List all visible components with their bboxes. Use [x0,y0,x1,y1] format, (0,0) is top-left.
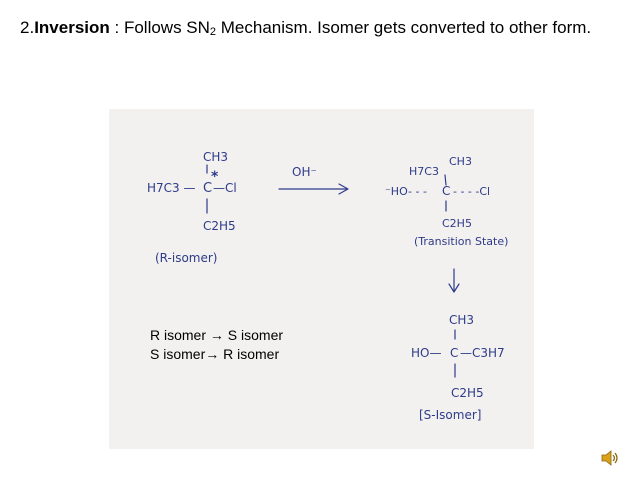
heading-text-before-sub: : Follows SN [109,18,210,37]
product-center: C [450,346,459,360]
product-label: [S-Isomer] [419,408,482,422]
handwritten-mechanism-photo [109,109,534,449]
product-bottom: C2H5 [451,386,484,400]
ts-top-left: H7C3 [409,165,439,178]
ts-label: (Transition State) [414,235,509,248]
product-right: —C3H7 [460,346,505,360]
product-left: HO— [411,346,442,360]
heading-number: 2. [20,18,35,37]
product-top: CH3 [449,313,475,327]
reagent-label: OH⁻ [292,165,317,179]
handwritten-mechanism-drawing [109,109,534,449]
ts-right: - - - -Cl [453,185,491,198]
caption-line-1: R isomer → S isomer [150,327,284,343]
heading-text-after-sub: Mechanism. Isomer gets converted to other form. [216,18,592,37]
reactant-center: C [203,181,213,196]
reactant-star: * [211,169,219,185]
reactant-bottom: C2H5 [203,219,236,233]
ts-left: ⁻HO- - - [385,185,427,198]
heading-subscript: 2 [209,26,217,38]
heading-term: Inversion [34,18,110,37]
slide-heading [20,17,630,39]
isomer-conversion-caption [150,326,283,364]
ts-bottom: C2H5 [442,217,472,230]
reactant-right: —Cl [213,181,237,195]
speaker-icon-graphic [600,449,620,467]
reactant-left: H7C3 — [147,181,196,195]
reactant-label: (R-isomer) [155,251,218,265]
speaker-icon[interactable] [600,449,620,467]
ts-top-right: CH3 [449,155,472,168]
ts-center: C [442,184,451,198]
caption-line-2: S isomer→ R isomer [150,346,280,362]
reactant-top: CH3 [203,150,229,164]
